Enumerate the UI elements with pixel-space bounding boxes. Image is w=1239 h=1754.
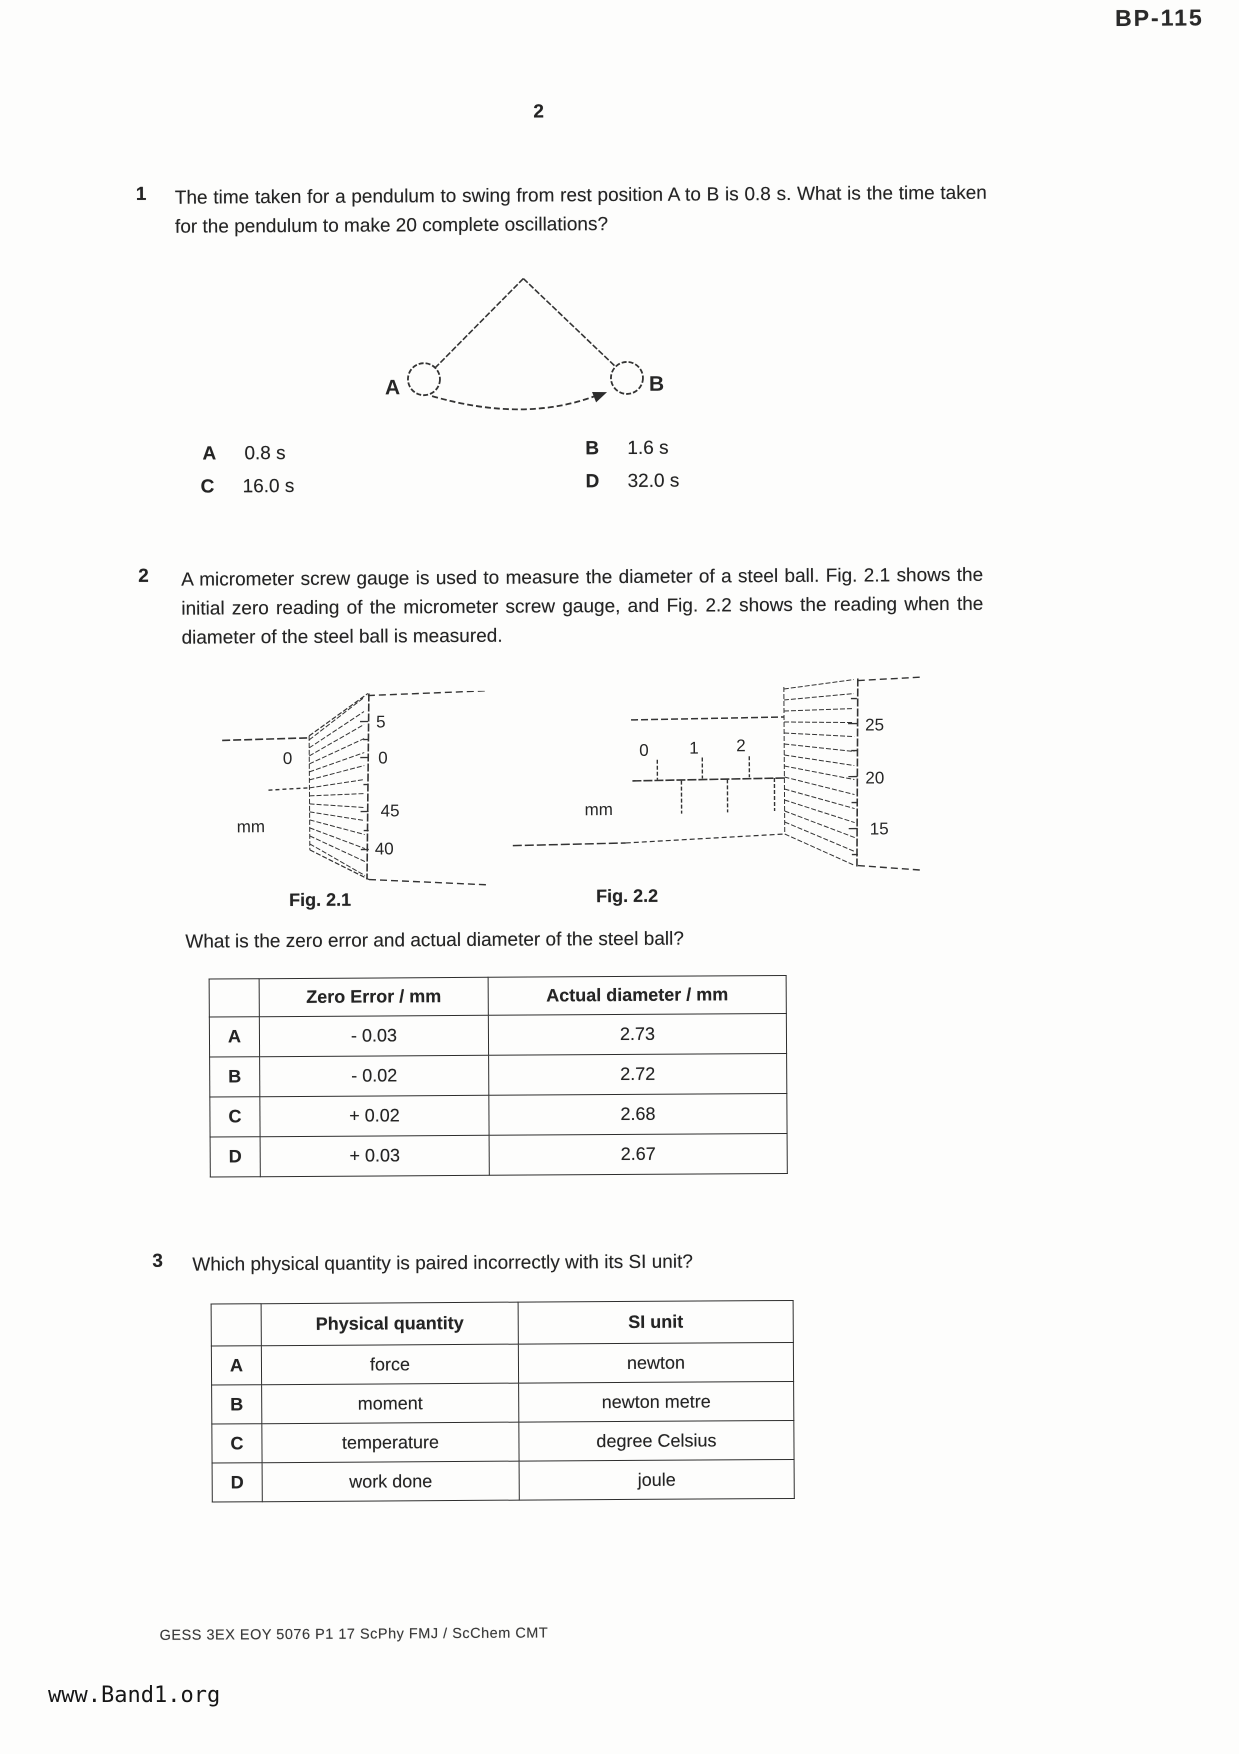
fig21-main-scale-label: 0 xyxy=(282,748,293,769)
q3-table-header-row xyxy=(211,1300,793,1346)
q2-table-header-blank xyxy=(209,979,259,1017)
frame-bottom-line xyxy=(858,865,922,870)
frame-bottom-line xyxy=(369,879,487,886)
unit-value: joule xyxy=(519,1459,794,1500)
fig22-mm-label: mm xyxy=(584,800,613,820)
fig-2-1-diagram xyxy=(184,691,505,893)
q3-table-header-quantity: Physical quantity xyxy=(261,1302,518,1346)
fig-2-2-diagram xyxy=(509,676,925,894)
row-letter: A xyxy=(209,1017,259,1057)
swing-arc xyxy=(432,394,600,410)
fig21-mm-label: mm xyxy=(236,817,266,837)
option-a-letter: A xyxy=(202,443,217,465)
option-d xyxy=(586,471,680,494)
q2-table-header-row xyxy=(209,975,786,1017)
quantity-value: moment xyxy=(262,1383,519,1424)
row-letter: A xyxy=(211,1346,261,1385)
q3-table xyxy=(211,1300,795,1503)
swing-arc-arrowhead xyxy=(592,392,607,402)
thimble-hatch xyxy=(309,698,365,876)
diameter-value: 2.72 xyxy=(489,1053,787,1095)
pendulum-label-b: B xyxy=(648,372,665,396)
option-b xyxy=(585,438,668,461)
q3-table-header-unit: SI unit xyxy=(518,1300,793,1344)
zero-error-value: + 0.02 xyxy=(260,1095,489,1136)
quantity-value: temperature xyxy=(262,1422,519,1463)
q2-table-row-c xyxy=(210,1093,787,1137)
quantity-value: work done xyxy=(262,1461,519,1502)
q2-table-header-zero-error: Zero Error / mm xyxy=(259,977,488,1016)
footer-code: GESS 3EX EOY 5076 P1 17 ScPhy FMJ / ScChem CMT xyxy=(159,1625,549,1644)
q3-text: Which physical quantity is paired incorrectly with its SI unit? xyxy=(192,1251,693,1276)
frame-top-line xyxy=(368,691,486,696)
thimble-bottom-edge xyxy=(310,850,369,880)
sleeve-datum-line xyxy=(632,778,784,781)
option-d-letter: D xyxy=(585,471,600,493)
sleeve-datum-line xyxy=(268,788,307,790)
quantity-value: force xyxy=(261,1344,518,1385)
watermark: www.Band1.org xyxy=(48,1683,221,1708)
fig21-thimble-label-5: 5 xyxy=(375,712,386,732)
option-b-letter: B xyxy=(585,438,600,460)
pendulum-string-right xyxy=(523,278,616,368)
unit-value: newton metre xyxy=(519,1381,794,1422)
option-d-value: 32.0 s xyxy=(627,470,680,492)
main-scale-ticks xyxy=(657,756,774,814)
q2-table-row-b xyxy=(210,1053,787,1097)
q2-table-header-diameter: Actual diameter / mm xyxy=(488,975,786,1015)
zero-error-value: - 0.03 xyxy=(259,1015,488,1056)
zero-error-value: + 0.03 xyxy=(260,1135,489,1176)
row-letter: B xyxy=(212,1385,262,1424)
diameter-value: 2.73 xyxy=(488,1013,786,1055)
spindle-bottom-line xyxy=(513,843,626,846)
q2-text: A micrometer screw gauge is used to measure the diameter of a steel ball. Fig. 2.1 shows the initial zero reading of the micrometer screw gauge, and Fig. 2.2 shows the reading when the diameter of the steel ball is measured. xyxy=(181,564,984,649)
pendulum-label-a: A xyxy=(384,376,401,400)
q3-table-header-blank xyxy=(211,1304,261,1346)
q3-table-row-d xyxy=(212,1459,794,1502)
option-a xyxy=(202,443,285,466)
fig22-thimble-label-15: 15 xyxy=(869,819,889,839)
q2-table-row-d xyxy=(210,1133,787,1177)
fig22-main-scale-label-1: 1 xyxy=(689,738,699,758)
q2-number: 2 xyxy=(138,565,149,587)
q3-table-row-c xyxy=(212,1420,794,1463)
fig21-thimble-label-45: 45 xyxy=(380,801,400,821)
thimble-hatch xyxy=(784,680,855,866)
option-b-value: 1.6 s xyxy=(627,437,669,459)
row-letter: D xyxy=(212,1463,262,1502)
q3-number: 3 xyxy=(152,1250,163,1272)
pendulum-diagram xyxy=(336,255,697,437)
frame-top-line xyxy=(858,677,921,680)
pendulum-string-left xyxy=(434,279,524,369)
zero-error-value: - 0.02 xyxy=(260,1055,489,1096)
fig-2-1-caption: Fig. 2.1 xyxy=(289,889,352,911)
q3-table-row-a xyxy=(211,1342,793,1385)
spindle-line xyxy=(222,738,307,741)
row-letter: B xyxy=(210,1057,260,1097)
option-c xyxy=(201,476,295,499)
diameter-value: 2.68 xyxy=(489,1093,787,1135)
pendulum-bob-a xyxy=(408,363,440,395)
fig21-thimble-label-0: 0 xyxy=(378,748,388,768)
q1-text: The time taken for a pendulum to swing from rest position A to B is 0.8 s. What is the time taken for the pendulum to make 20 complete oscillations? xyxy=(174,182,987,238)
q1-number: 1 xyxy=(135,183,147,205)
row-letter: C xyxy=(210,1097,260,1137)
q2-table-row-a xyxy=(209,1013,786,1057)
option-c-letter: C xyxy=(200,476,215,498)
thimble-bottom-edge xyxy=(626,834,785,843)
fig22-thimble-label-20: 20 xyxy=(865,768,885,788)
diameter-value: 2.67 xyxy=(489,1133,787,1175)
thimble-scale-line xyxy=(856,679,859,867)
fig22-thimble-label-25: 25 xyxy=(865,715,885,735)
fig-2-2-caption: Fig. 2.2 xyxy=(596,885,659,907)
doc-code: BP-115 xyxy=(1114,4,1204,31)
fig22-main-scale-label-0: 0 xyxy=(639,740,649,760)
page-number: 2 xyxy=(533,101,544,123)
fig22-main-scale-label-2: 2 xyxy=(736,736,746,756)
unit-value: newton xyxy=(518,1342,793,1383)
q2-question: What is the zero error and actual diameter of the steel ball? xyxy=(185,928,684,953)
fig21-thimble-label-40: 40 xyxy=(374,839,394,859)
unit-value: degree Celsius xyxy=(519,1420,794,1461)
option-c-value: 16.0 s xyxy=(242,475,295,498)
row-letter: C xyxy=(212,1424,262,1463)
sleeve-top-line xyxy=(631,717,784,720)
q3-table-row-b xyxy=(212,1381,794,1424)
q2-table xyxy=(209,975,788,1178)
row-letter: D xyxy=(210,1137,260,1177)
pendulum-bob-b xyxy=(611,362,643,394)
option-a-value: 0.8 s xyxy=(244,443,286,465)
